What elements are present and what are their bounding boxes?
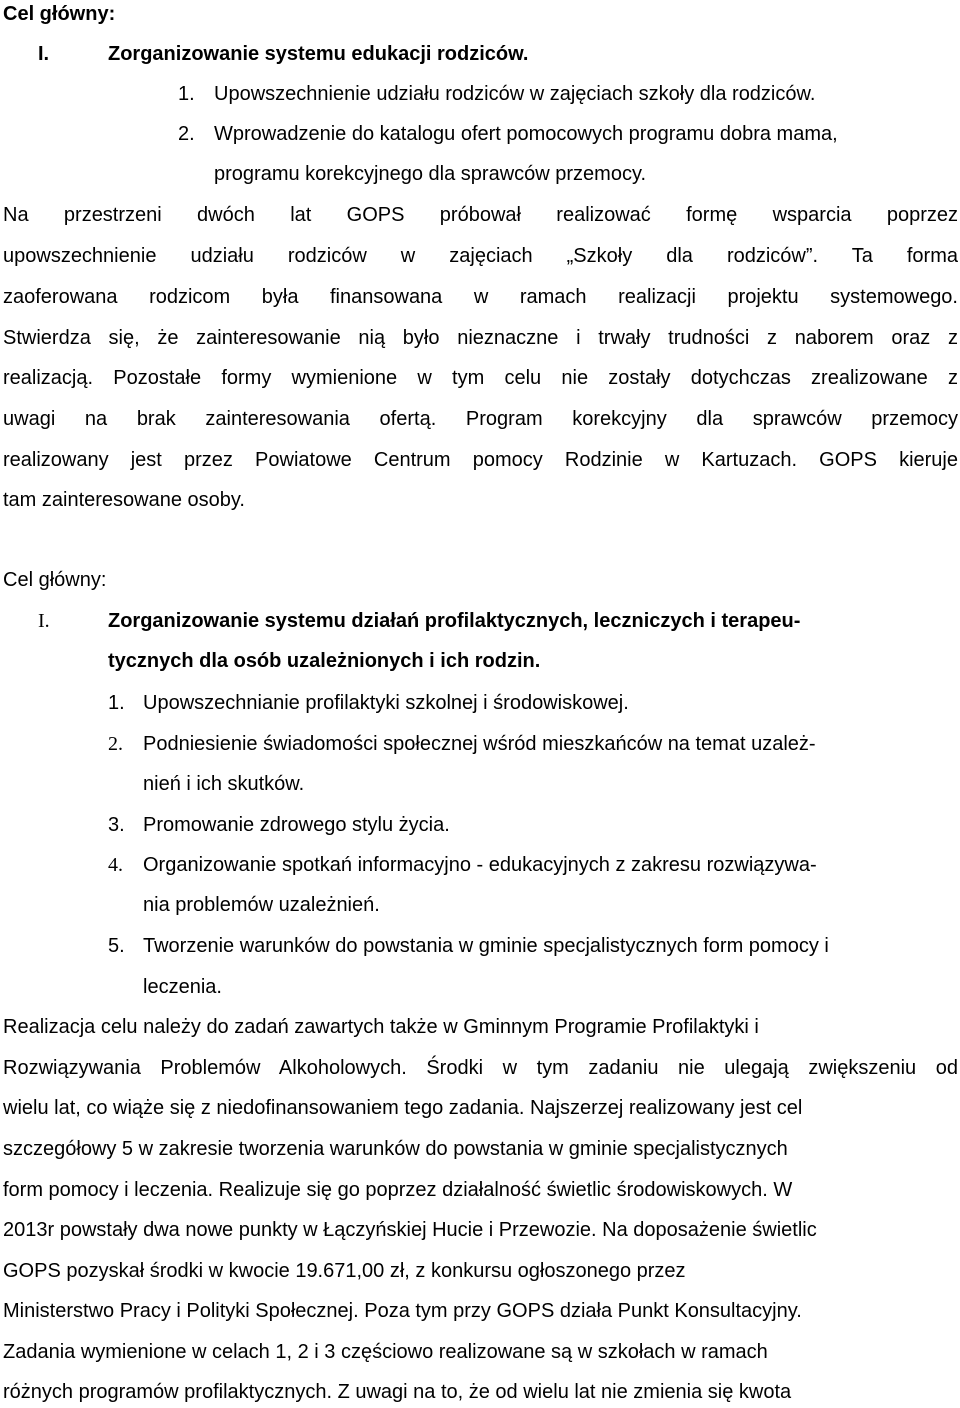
section1-title: Zorganizowanie systemu edukacji rodziców. <box>108 43 529 65</box>
section1-item-text: Wprowadzenie do katalogu ofert pomocowych programu dobra mama, <box>214 123 838 145</box>
section2-item-text-continued: leczenia. <box>143 976 222 998</box>
section2-item-text: Tworzenie warunków do powstania w gminie specjalistycznych form pomocy i <box>143 935 829 957</box>
section2-paragraph-line: 2013r powstały dwa nowe punkty w Łączyńskiej Hucie i Przewozie. Na doposażenie świetlic <box>3 1219 817 1241</box>
section2-item-number: 2. <box>108 733 123 755</box>
section2-title-continued: tycznych dla osób uzależnionych i ich rodzin. <box>108 650 541 672</box>
section2-paragraph-line: Zadania wymienione w celach 1, 2 i 3 częściowo realizowane są w szkołach w ramach <box>3 1341 768 1363</box>
section2-paragraph-line: form pomocy i leczenia. Realizuje się go poprzez działalność świetlic środowiskowych. W <box>3 1179 793 1201</box>
section1-roman-numeral: I. <box>38 43 50 65</box>
section1-item-number: 2. <box>178 123 195 145</box>
section2-item-text: Promowanie zdrowego stylu życia. <box>143 814 450 836</box>
section1-heading: Cel główny: <box>3 3 116 25</box>
section2-item-text-continued: nień i ich skutków. <box>143 773 305 795</box>
section2-item-number: 3. <box>108 814 125 836</box>
section1-paragraph-line: realizacją. Pozostałe formy wymienione w tym celu nie zostały dotychczas zrealizowane z <box>3 367 958 389</box>
section2-paragraph-line: Rozwiązywania Problemów Alkoholowych. Środki w tym zadaniu nie ulegają zwiększeniu od <box>3 1057 958 1079</box>
section1-item-number: 1. <box>178 83 195 105</box>
section2-paragraph-line: GOPS pozyskał środki w kwocie 19.671,00 zł, z konkursu ogłoszonego przez <box>3 1260 686 1282</box>
section2-paragraph-line: Realizacja celu należy do zadań zawartych także w Gminnym Programie Profilaktyki i <box>3 1016 759 1038</box>
section1-paragraph-line: Stwierdza się, że zainteresowanie nią było nieznaczne i trwały trudności z naborem oraz z <box>3 327 958 349</box>
section1-paragraph-line: realizowany jest przez Powiatowe Centrum pomocy Rodzinie w Kartuzach. GOPS kieruje <box>3 449 958 471</box>
section1-paragraph-line: Na przestrzeni dwóch lat GOPS próbował realizować formę wsparcia poprzez <box>3 204 958 226</box>
section1-item-text-continued: programu korekcyjnego dla sprawców przemocy. <box>214 163 647 185</box>
section2-heading: Cel główny: <box>3 569 107 591</box>
section2-item-number: 4. <box>108 854 123 876</box>
section1-paragraph-line: upowszechnienie udziału rodziców w zajęciach „Szkoły dla rodziców”. Ta forma <box>3 245 958 267</box>
section1-paragraph-line: tam zainteresowane osoby. <box>3 489 245 511</box>
section2-paragraph-line: Ministerstwo Pracy i Polityki Społecznej. Poza tym przy GOPS działa Punkt Konsultacyjny. <box>3 1300 802 1322</box>
section2-roman-numeral: I. <box>38 610 50 632</box>
section2-paragraph-line: wielu lat, co wiąże się z niedofinansowaniem tego zadania. Najszerzej realizowany jest cel <box>3 1097 803 1119</box>
section1-item-text: Upowszechnienie udziału rodziców w zajęciach szkoły dla rodziców. <box>214 83 816 105</box>
section2-title: Zorganizowanie systemu działań profilaktycznych, leczniczych i terapeu- <box>108 610 801 632</box>
section2-item-text: Organizowanie spotkań informacyjno - edukacyjnych z zakresu rozwiązywa- <box>143 854 817 876</box>
section1-paragraph-line: uwagi na brak zainteresowania ofertą. Program korekcyjny dla sprawców przemocy <box>3 408 958 430</box>
section2-paragraph-line: szczegółowy 5 w zakresie tworzenia warunków do powstania w gminie specjalistycznych <box>3 1138 788 1160</box>
section1-paragraph-line: zaoferowana rodzicom była finansowana w ramach realizacji projektu systemowego. <box>3 286 958 308</box>
section2-item-text: Upowszechnianie profilaktyki szkolnej i środowiskowej. <box>143 692 629 714</box>
section2-item-text-continued: nia problemów uzależnień. <box>143 894 380 916</box>
section2-item-number: 1. <box>108 692 125 714</box>
section2-paragraph-line: różnych programów profilaktycznych. Z uwagi na to, że od wielu lat nie zmienia się kwota <box>3 1381 792 1403</box>
section2-item-number: 5. <box>108 935 125 957</box>
section2-item-text: Podniesienie świadomości społecznej wśród mieszkańców na temat uzależ- <box>143 733 816 755</box>
